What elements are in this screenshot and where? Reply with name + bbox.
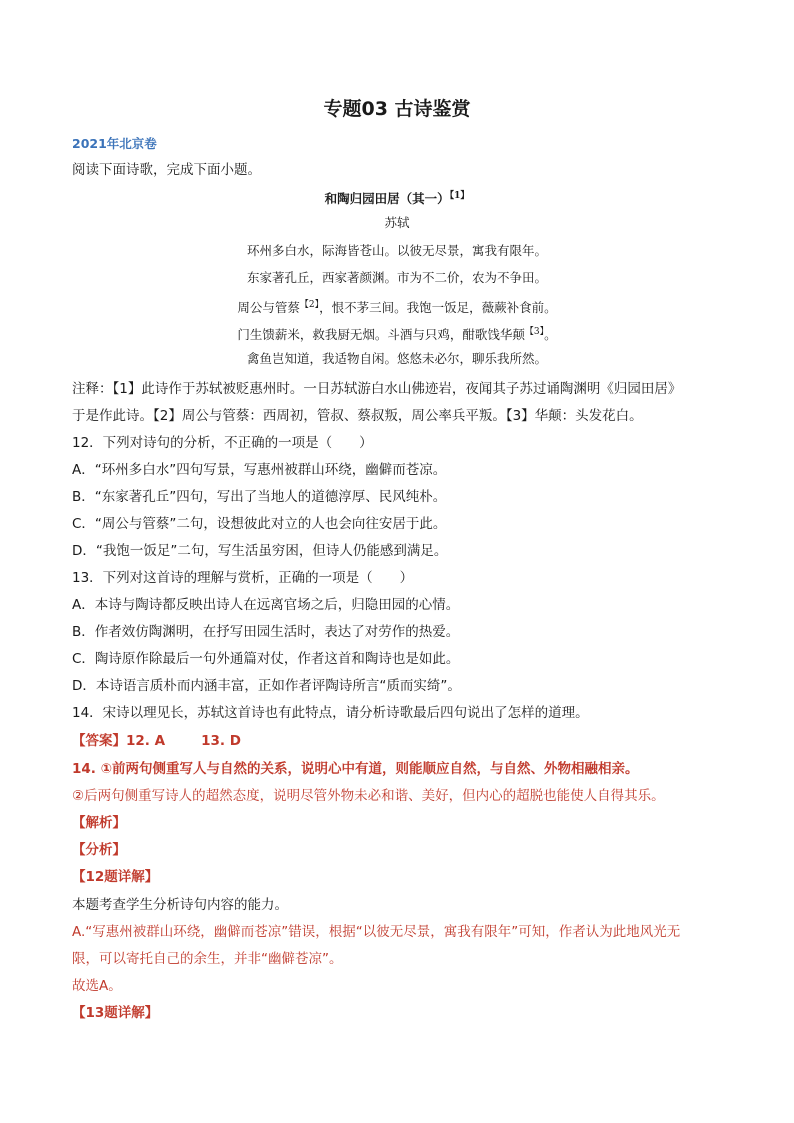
poem-line-4 xyxy=(0,323,794,344)
poem-note-2: 【2】 xyxy=(299,300,320,310)
q13-detail-heading: 【13题详解】 xyxy=(72,1005,159,1021)
analysis-heading: 【解析】 xyxy=(72,815,126,831)
page-title: 专题03 古诗鉴赏 xyxy=(323,98,471,120)
answer-14-text-1: 14. ①前两句侧重写人与自然的关系，说明心中有道，则能顺应自然，与自然、外物相融相亲。 xyxy=(72,761,639,777)
question-12-option-a: A．“环州多白水”四句写景，写惠州被群山环绕，幽僻而苍凉。 xyxy=(72,462,447,478)
notes-line-2: 于是作此诗。【2】周公与管蔡：西周初，管叔、蔡叔叛，周公率兵平叛。【3】华颠：头发花白。 xyxy=(72,408,643,424)
poem-line-3-part-b: ，恨不茅三间。我饱一饭足，薇蕨补食前。 xyxy=(319,300,557,316)
source-label: 2021年北京卷 xyxy=(72,136,157,151)
question-13-option-c: C．陶诗原作除最后一句外通篇对仗，作者这首和陶诗也是如此。 xyxy=(72,651,460,667)
answer-12: 12. A xyxy=(126,733,166,749)
poem-title xyxy=(0,187,794,208)
question-13-option-d: D．本诗语言质朴而内涵丰富，正如作者评陶诗所言“质而实绮”。 xyxy=(72,678,461,694)
question-13-stem: 13．下列对这首诗的理解与赏析，正确的一项是（ ） xyxy=(72,570,414,586)
poem-line-3 xyxy=(0,296,794,317)
q12-detail-line-2: 限，可以寄托自己的余生，并非“幽僻苍凉”。 xyxy=(72,951,343,967)
question-12-option-d: D．“我饱一饭足”二句，写生活虽穷困，但诗人仍能感到满足。 xyxy=(72,543,448,559)
poem-author: 苏轼 xyxy=(384,215,410,230)
question-13-option-b: B．作者效仿陶渊明，在抒写田园生活时，表达了对劳作的热爱。 xyxy=(72,624,460,640)
fenxi-heading: 【分析】 xyxy=(72,842,126,858)
poem-line-5: 禽鱼岂知道，我适物自闲。悠悠未必尔，聊乐我所然。 xyxy=(246,351,547,366)
poem-line-4-part-b: 。 xyxy=(544,327,557,343)
question-12-stem: 12．下列对诗句的分析，不正确的一项是（ ） xyxy=(72,435,373,451)
answer-14-line-1 xyxy=(72,759,639,779)
instruction-text: 阅读下面诗歌，完成下面小题。 xyxy=(72,162,261,178)
poem-line-2: 东家著孔丘，西家著颜渊。市为不二价，农为不争田。 xyxy=(246,270,547,285)
answer-13: 13. D xyxy=(201,733,241,749)
q12-detail-heading: 【12题详解】 xyxy=(72,869,159,885)
answer-row xyxy=(72,731,241,751)
poem-line-3-part-a: 周公与管蔡 xyxy=(237,300,300,316)
notes-line-1: 注释：【1】此诗作于苏轼被贬惠州时。一日苏轼游白水山佛迹岩，夜闻其子苏过诵陶渊明《归园田居》 xyxy=(72,381,682,397)
answer-14-line-2: ②后两句侧重写诗人的超然态度，说明尽管外物未必和谐、美好，但内心的超脱也能使人自得其乐。 xyxy=(72,788,665,804)
poem-title-note: 【1】 xyxy=(449,191,470,201)
q12-choice: 故选A。 xyxy=(72,978,122,994)
q12-detail-intro: 本题考查学生分析诗句内容的能力。 xyxy=(72,897,288,913)
poem-line-1: 环州多白水，际海皆苍山。以彼无尽景，寓我有限年。 xyxy=(246,243,547,258)
question-14-stem: 14．宋诗以理见长，苏轼这首诗也有此特点，请分析诗歌最后四句说出了怎样的道理。 xyxy=(72,705,589,721)
poem-line-4-part-a: 门生馈薪米，救我厨无烟。斗酒与只鸡，酣歌饯华颠 xyxy=(237,327,525,343)
answer-label: 【答案】 xyxy=(72,733,126,749)
q12-detail-line-1: A.“写惠州被群山环绕，幽僻而苍凉”错误，根据“以彼无尽景，寓我有限年”可知，作者认为此地风光无 xyxy=(72,924,681,940)
poem-note-3: 【3】 xyxy=(524,327,545,337)
poem-title-text: 和陶归园田居（其一） xyxy=(324,191,450,207)
question-12-option-c: C．“周公与管蔡”二句，设想彼此对立的人也会向往安居于此。 xyxy=(72,516,447,532)
question-13-option-a: A．本诗与陶诗都反映出诗人在远离官场之后，归隐田园的心情。 xyxy=(72,597,460,613)
question-12-option-b: B．“东家著孔丘”四句，写出了当地人的道德淳厚、民风纯朴。 xyxy=(72,489,447,505)
